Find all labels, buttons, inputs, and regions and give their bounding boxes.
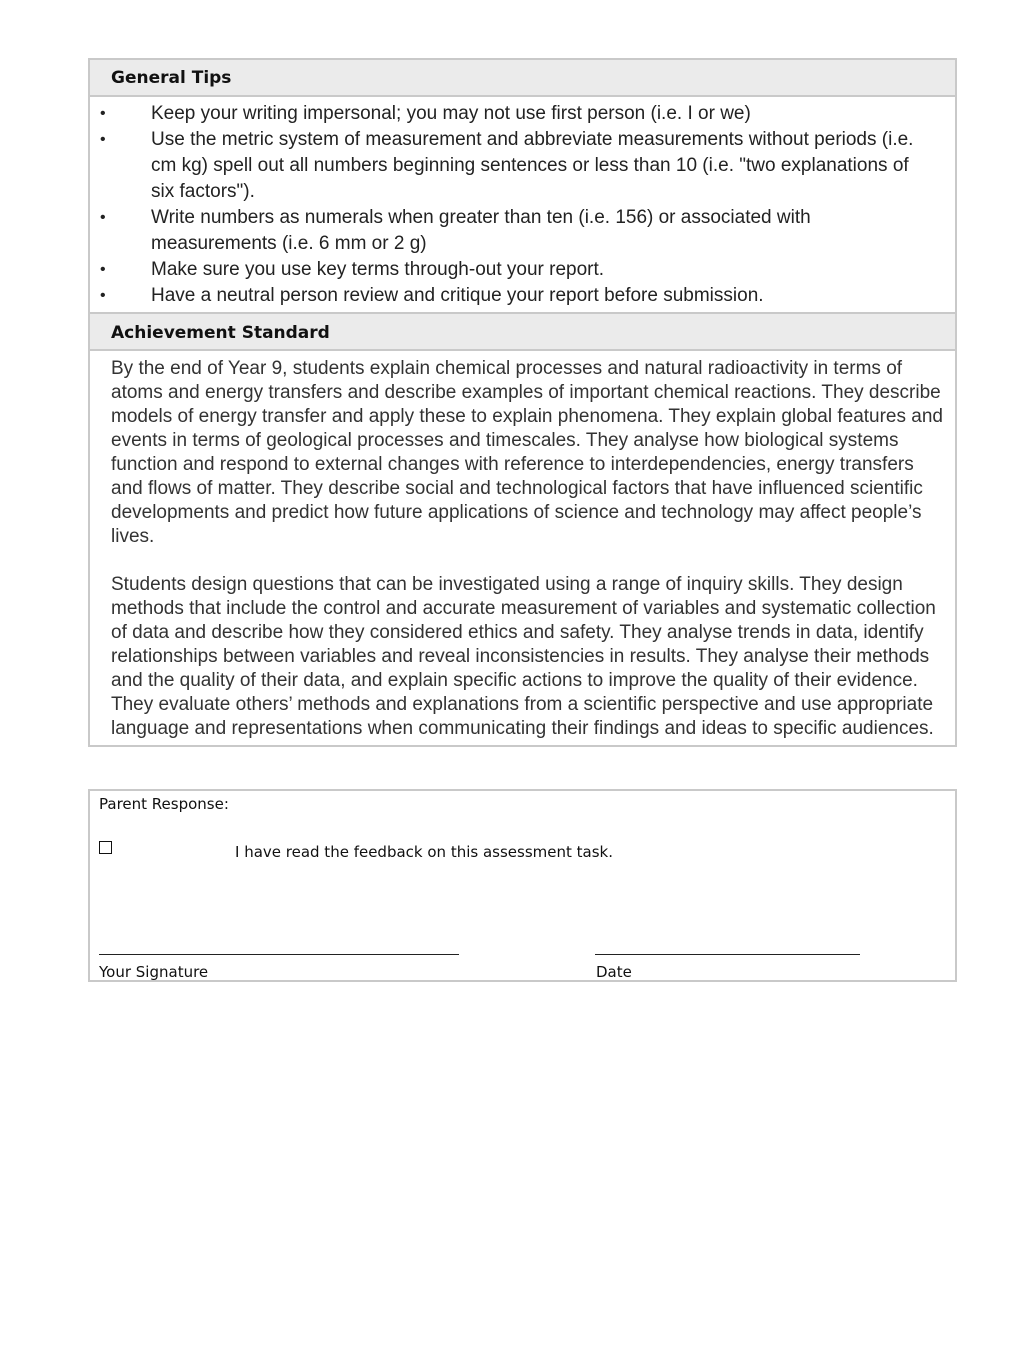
bullet-icon: • <box>100 209 106 226</box>
tip-text: Keep your writing impersonal; you may not use first person (i.e. I or we) <box>151 103 751 124</box>
date-line <box>595 954 860 955</box>
bullet-icon: • <box>100 287 106 304</box>
tip-text: Write numbers as numerals when greater than ten (i.e. 156) or associated with measurements (i.e. 6 mm or 2 g) <box>151 207 811 254</box>
acknowledgement-text: I have read the feedback on this assessment task. <box>235 843 613 861</box>
tip-item <box>90 101 955 127</box>
tip-item <box>90 205 955 257</box>
tips-and-standard-table <box>88 58 957 747</box>
tip-item <box>90 127 955 205</box>
date-label: Date <box>596 963 632 981</box>
tip-text: Make sure you use key terms through-out your report. <box>151 259 605 280</box>
bullet-icon: • <box>100 131 106 148</box>
tip-text: Use the metric system of measurement and abbreviate measurements without periods (i.e. cm kg) spell out all numbers beginning sentences or less than 10 (i.e. "two explanations of six factors"). <box>151 129 914 202</box>
parent-response-box <box>88 789 957 982</box>
acknowledgement-checkbox[interactable] <box>99 841 112 854</box>
parent-response-label: Parent Response: <box>99 795 229 813</box>
achievement-standard-header: Achievement Standard <box>90 312 955 351</box>
achievement-standard-body <box>90 351 955 745</box>
general-tips-list <box>90 97 955 312</box>
standard-paragraph: Students design questions that can be investigated using a range of inquiry skills. They design methods that include the control and accurate measurement of variables and systematic collection of data and describe how they considered ethics and safety. They analyse trends in data, identify relationships between variables and reveal inconsistencies in results. They analyse their methods and the quality of their data, and explain specific actions to improve the quality of their evidence. They evaluate others’ methods and explanations from a scientific perspective and use appropriate language and representations when communicating their findings and ideas to specific audiences. <box>111 574 936 739</box>
tip-item <box>90 257 955 283</box>
bullet-icon: • <box>100 105 106 122</box>
tip-item <box>90 283 955 309</box>
bullet-icon: • <box>100 261 106 278</box>
tip-text: Have a neutral person review and critique your report before submission. <box>151 285 764 306</box>
standard-paragraph: By the end of Year 9, students explain chemical processes and natural radioactivity in terms of atoms and energy transfers and describe examples of important chemical reactions. They describe models of energy transfer and apply these to explain phenomena. They explain global features and events in terms of geological processes and timescales. They analyse how biological systems function and respond to external changes with reference to interdependencies, energy transfers and flows of matter. They describe social and technological factors that have influenced scientific developments and predict how future applications of science and technology may affect people’s lives. <box>111 358 943 547</box>
signature-label: Your Signature <box>99 963 209 981</box>
signature-line <box>99 954 459 955</box>
general-tips-header: General Tips <box>90 60 955 97</box>
